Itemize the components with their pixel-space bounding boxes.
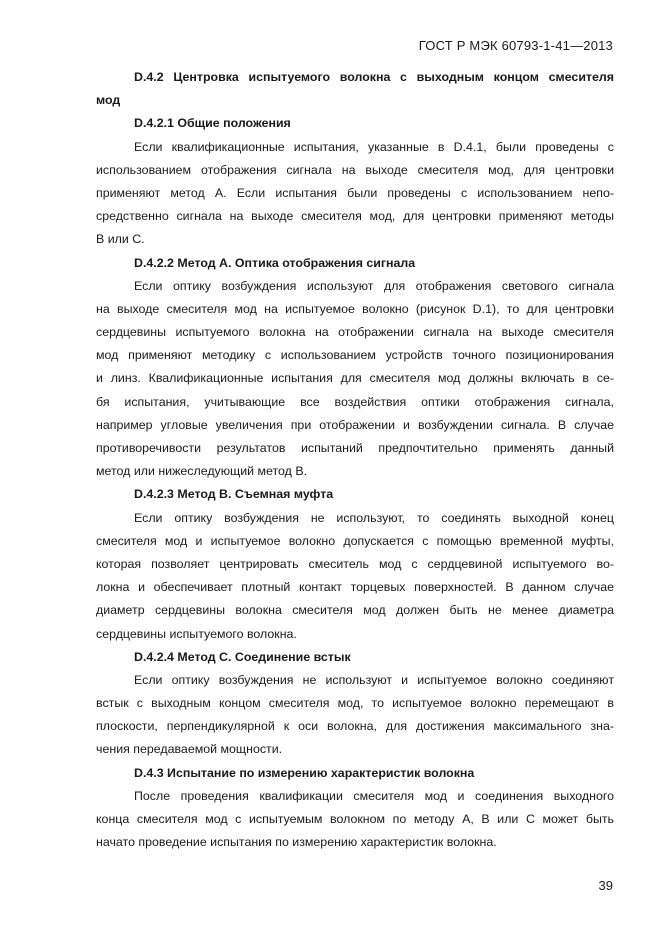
body-text-line: применяют метод А. Если испытания были проведены с использованием непо- [96, 185, 614, 200]
section-heading-line: D.4.3 Испытание по измерению характеристик волокна [134, 765, 475, 780]
body-text-line: бя испытания, учитывающие все воздействия оптики отображения сигнала, [96, 394, 614, 409]
section-heading-line: мод [96, 93, 121, 108]
body-text-line: диаметр сердцевины волокна смесителя мод должен быть не менее диаметра [96, 603, 614, 618]
body-text-line: мод применяют методику с использованием устройств точного позиционирования [96, 348, 614, 363]
body-text-line: средственно сигнала на выходе смесителя мод, для центровки применяют методы [96, 209, 614, 224]
body-text-line: начато проведение испытания по измерению характеристик волокна. [96, 835, 497, 850]
section-heading-line: D.4.2 Центровка испытуемого волокна с выходным концом смесителя [134, 70, 614, 84]
section-heading-line: D.4.2.3 Метод В. Съемная муфта [134, 487, 334, 502]
body-text-line: на выходе смесителя мод на испытуемое волокно (рисунок D.1), то для центровки [96, 301, 614, 316]
body-text-line: использованием отображения сигнала на выходе смесителя мод, для центровки [96, 162, 614, 177]
section-heading-line: D.4.2.1 Общие положения [134, 116, 291, 131]
body-text-line: Если оптику возбуждения используют для отображения светового сигнала [134, 278, 614, 293]
body-text-line: чения передаваемой мощности. [96, 742, 283, 757]
document-header: ГОСТ Р МЭК 60793-1-41—2013 [418, 38, 613, 53]
body-text-line: смесителя мод и испытуемое волокно допускается с помощью временной муфты, [96, 533, 614, 548]
section-heading-line: D.4.2.2 Метод А. Оптика отображения сигнала [134, 255, 416, 270]
body-text-line: сердцевины испытуемого волокна на отображении сигнала на выходе смесителя [96, 325, 614, 340]
body-text-line: В или С. [96, 232, 145, 247]
body-text-line: Если оптику возбуждения не используют, то соединять выходной конец [134, 510, 614, 525]
body-text-line: После проведения квалификации смесителя мод и соединения выходного [134, 788, 614, 803]
body-text-line: плоскости, перпендикулярной к оси волокна, для достижения максимального зна- [96, 719, 614, 734]
body-text-line: Если оптику возбуждения не используют и испытуемое волокно соединяют [134, 672, 614, 687]
body-text-line: локна и обеспечивает плотный контакт торцевых поверхностей. В данном случае [96, 580, 614, 595]
document-body [96, 66, 614, 854]
body-text-line: метод или нижеследующий метод В. [96, 464, 308, 479]
body-text-line: и линз. Квалификационные испытания для смесителя мод должны включать в се- [96, 371, 614, 386]
body-text-line: которая позволяет центрировать смеситель мод с сердцевиной испытуемого во- [96, 556, 614, 571]
body-text-line: например угловые увеличения при отображении и возбуждении сигнала. В случае [96, 417, 614, 432]
body-text-line: сердцевины испытуемого волокна. [96, 626, 297, 641]
section-heading-line: D.4.2.4 Метод С. Соединение встык [134, 649, 351, 664]
page-number: 39 [598, 878, 613, 893]
body-text-line: конца смесителя мод с испытуемым волокном по методу А, В или С может быть [96, 812, 614, 826]
body-text-line: встык с выходным концом смесителя мод, то испытуемое волокно перемещают в [96, 696, 614, 711]
body-text-line: Если квалификационные испытания, указанные в D.4.1, были проведены с [134, 139, 614, 154]
body-text-line: противоречивости результатов испытаний предпочтительно применять данный [96, 441, 614, 455]
